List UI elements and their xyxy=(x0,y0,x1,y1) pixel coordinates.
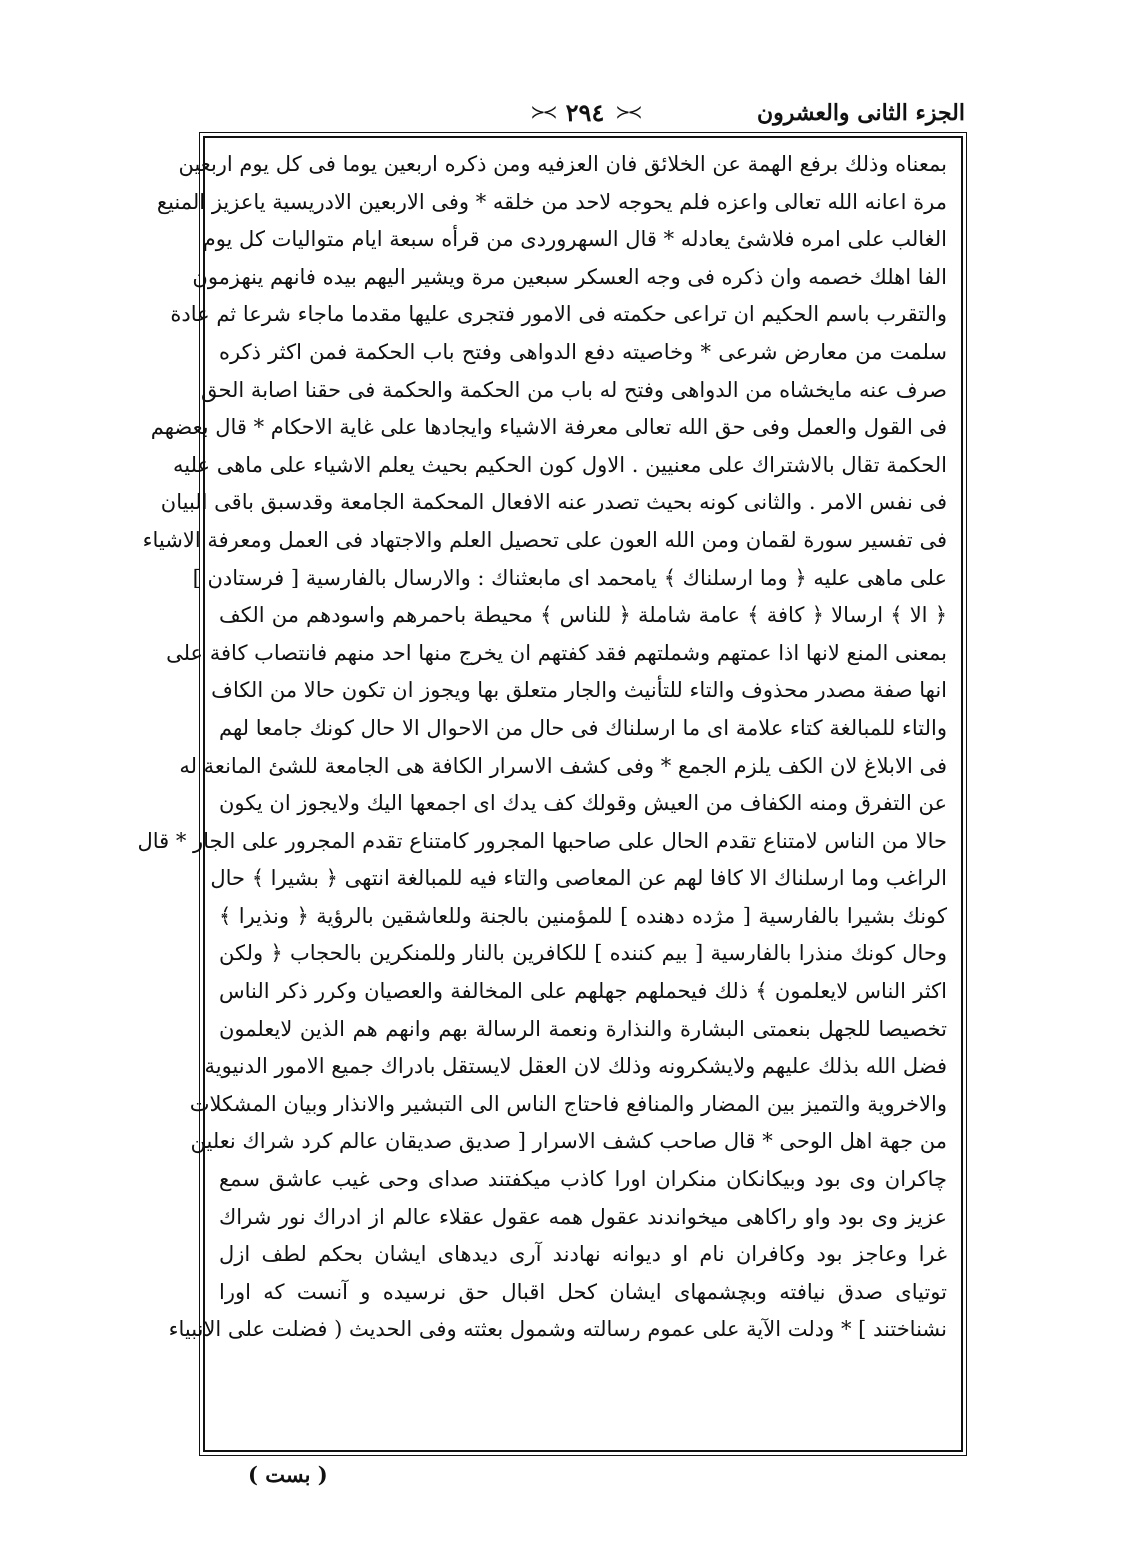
text-line: ﴿ الا ﴾ ارسالا ﴿ كافة ﴾ عامة شاملة ﴿ للناس ﴾ محيطة باحمرهم واسودهم من الكف xyxy=(219,603,947,628)
text-line: والتاء للمبالغة كتاء علامة اى ما ارسلناك فى حال من الاحوال الا حال كونك جامعا لهم xyxy=(219,715,947,740)
text-line: چاكران وى بود وبيكانكان منكران اورا كاذب ميكفتند صداى وحى غيب عاشق سمع xyxy=(219,1167,947,1192)
text-line: فى الابلاغ لان الكف يلزم الجمع * وفى كشف الاسرار الكافة هى الجامعة للشئ المانعة له xyxy=(179,753,947,778)
text-line: نشناختند ] * ودلت الآية على عموم رسالته وشمول بعثته وفى الحديث ( فضلت على الانبياء xyxy=(168,1317,947,1342)
page-number: ٢٩٤ xyxy=(565,98,605,127)
text-line: فى القول والعمل وفى حق الله تعالى معرفة الاشياء وايجادها على غاية الاحكام * قال بعضهم xyxy=(150,415,947,440)
text-line: صرف عنه مايخشاه من الدواهى وفتح له باب من الحكمة والحكمة فى حقنا اصابة الحق xyxy=(200,377,947,402)
body-text xyxy=(137,146,947,1349)
text-line: الراغب وما ارسلناك الا كافا لهم عن المعاصى والتاء فيه للمبالغة انتهى ﴿ بشيرا ﴾ حال xyxy=(210,866,947,891)
text-line: الحكمة تقال بالاشتراك على معنيين . الاول كون الحكيم بحيث يعلم الاشياء على ماهى عليه xyxy=(172,452,947,477)
text-line: الغالب على امره فلاشئ يعادله * قال السهروردى من قرأه سبعة ايام متواليات كل يوم xyxy=(202,227,947,252)
text-frame xyxy=(137,136,963,1452)
text-line: فضل الله بذلك عليهم ولايشكرونه وذلك لان العقل لايستقل بادراك جميع الامور الدنيوية xyxy=(204,1054,947,1079)
ornament-right-icon: ≻≺ xyxy=(615,102,640,123)
text-line: تخصيصا للجهل بنعمتى البشارة والنذارة ونعمة الرسالة بهم وانهم هم الذين لايعلمون xyxy=(219,1016,947,1041)
text-line: والاخروية والتميز بين المضار والمنافع فاحتاج الناس الى التبشير والانذار وبيان المشكلات xyxy=(189,1091,947,1116)
text-line: كونك بشيرا بالفارسية [ مژده دهنده ] للمؤمنين بالجنة وللعاشقين بالرؤية ﴿ ونذيرا ﴾ xyxy=(219,903,947,928)
running-title: الجزء الثانى والعشرون xyxy=(756,100,965,126)
catchword: ( بست ) xyxy=(248,1462,328,1487)
text-line: عن التفرق ومنه الكفاف من العيش وقولك كف يدك اى اجمعها اليك ولايجوز ان يكون xyxy=(219,791,947,816)
text-line: توتيای صدق نيافته وبچشمهای ايشان كحل اقبال حق نرسيده و آنست كه اورا xyxy=(219,1279,947,1304)
page-number-block xyxy=(505,98,665,130)
text-line: على ماهى عليه ﴿ وما ارسلناك ﴾ يامحمد اى مابعثناك : والارسال بالفارسية [ فرستادن ] xyxy=(192,565,947,590)
text-line: غرا وعاجز بود وكافران نام او ديوانه نهادند آرى ديدهاى ايشان بحكم لطف ازل xyxy=(219,1242,947,1267)
text-line: اكثر الناس لايعلمون ﴾ ذلك فيحملهم جهلهم على المخالفة والعصيان وكرر ذكر الناس xyxy=(219,979,947,1004)
text-line: سلمت من معارض شرعى * وخاصيته دفع الدواهى وفتح باب الحكمة فمن اكثر ذكره xyxy=(219,339,947,364)
ornament-left-icon: ≻≺ xyxy=(530,102,555,123)
text-line: بمعناه وذلك برفع الهمة عن الخلائق فان العزفيه ومن ذكره اربعين يوما فى كل يوم اربعين xyxy=(178,152,947,176)
text-line: بمعنى المنع لانها اذا عمتهم وشملتهم فقد كفتهم ان يخرج منها احد منهم فانتصاب كافة على xyxy=(166,640,947,665)
text-line: والتقرب باسم الحكيم ان تراعى حكمته فى الامور فتجرى عليها مقدما ماجاء شرعا ثم عادة xyxy=(170,302,947,327)
text-line: حالا من الناس لامتناع تقدم الحال على صاحبها المجرور كامتناع تقدم المجرور على الجار * قال xyxy=(137,828,947,853)
text-line: مرة اعانه الله تعالى واعزه فلم يحوجه لاحد من خلقه * وفى الاربعين الادريسية ياعزيز المنيع xyxy=(156,189,947,214)
text-line: انها صفة مصدر محذوف والتاء للتأنيث والجار متعلق بها ويجوز ان تكون حالا من الكاف xyxy=(211,678,947,703)
text-line: من جهة اهل الوحى * قال صاحب كشف الاسرار [ صديق صديقان عالم كرد شراك نعلين xyxy=(190,1129,947,1154)
text-line: عزيز وى بود واو راكاهى ميخواندند عقول همه عقول عقلاء عالم از ادراك نور شراك xyxy=(219,1204,947,1229)
text-line: وحال كونك منذرا بالفارسية [ بيم كننده ] للكافرين بالنار وللمنكرين بالحجاب ﴿ ولكن xyxy=(219,941,947,966)
text-line: فى تفسير سورة لقمان ومن الله العون على تحصيل العلم والاجتهاد فى العمل ومعرفة الاشياء xyxy=(142,527,947,552)
page-header xyxy=(205,96,965,136)
text-line: فى نفس الامر . والثانى كونه بحيث تصدر عنه الافعال المحكمة الجامعة وقدسبق باقى البيان xyxy=(160,490,947,515)
text-line: الفا اهلك خصمه وان ذكره فى وجه العسكر سبعين مرة ويشير اليهم بيده فانهم ينهزمون xyxy=(192,264,947,289)
